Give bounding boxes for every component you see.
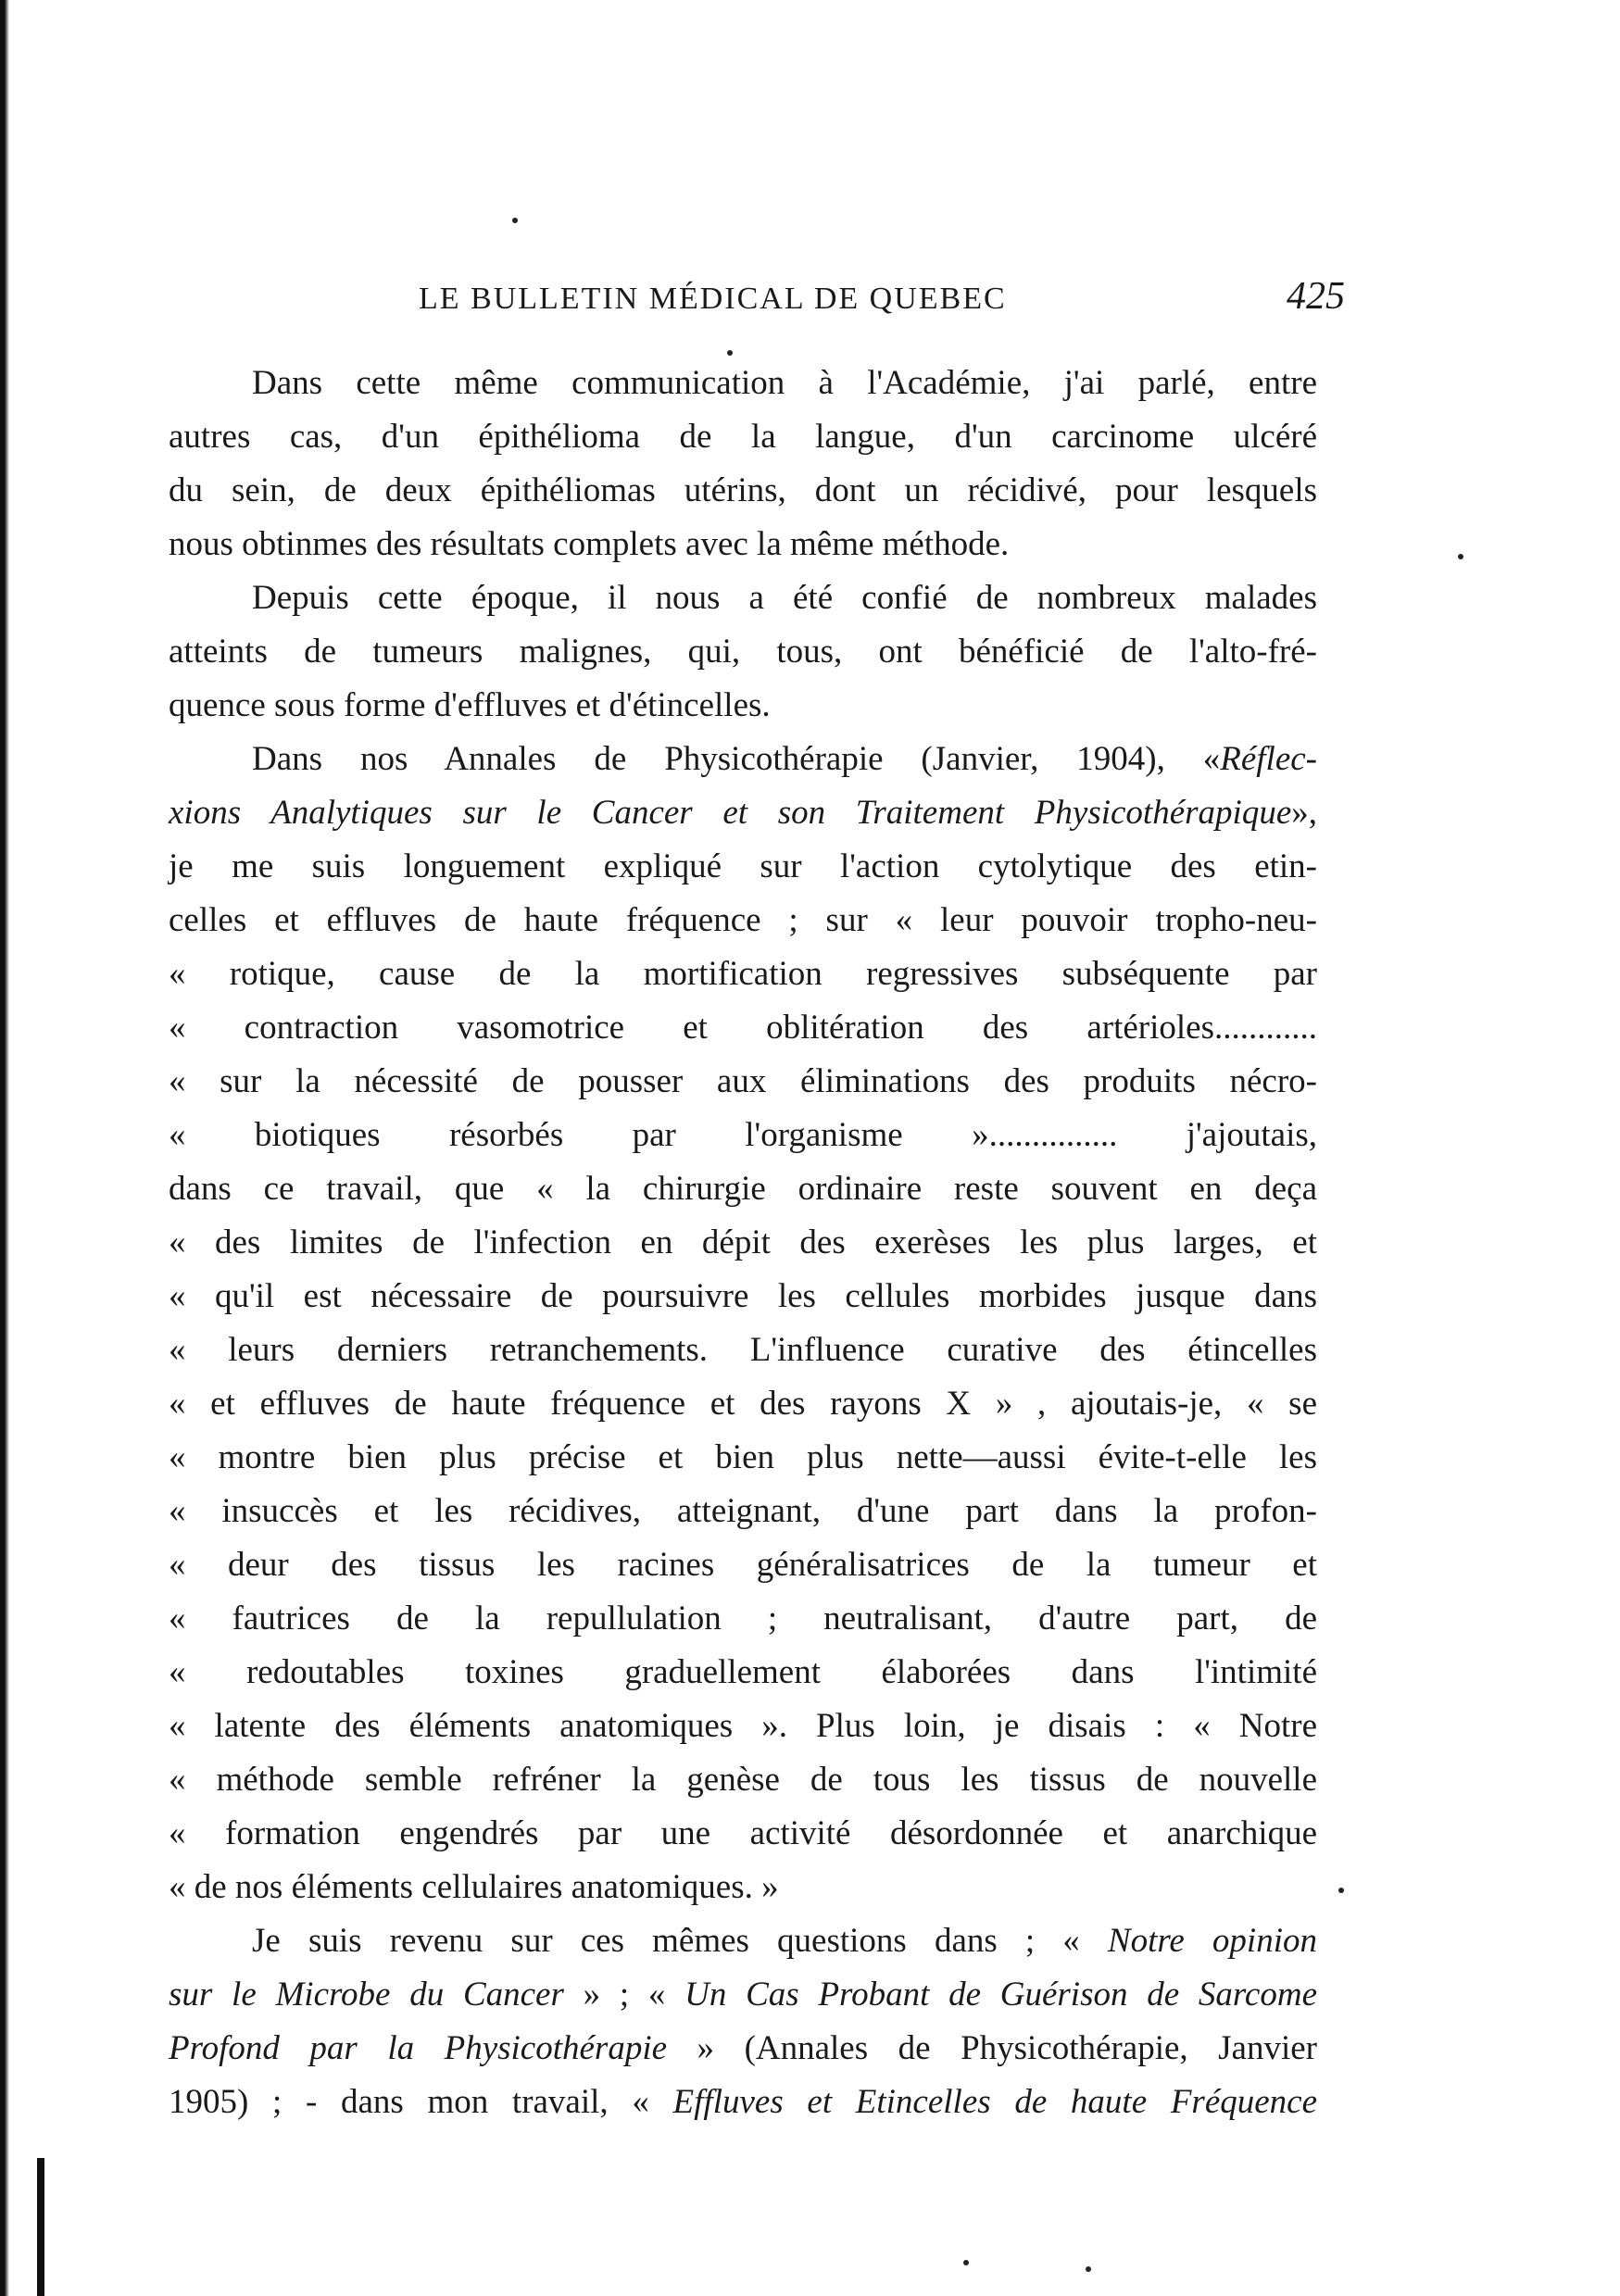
text-line: Profond par la Physicothérapie » (Annales de Physicothérapie, Janvier bbox=[169, 2029, 1317, 2067]
text-line: « qu'il est nécessaire de poursuivre les cellules morbides jusque dans bbox=[169, 1277, 1317, 1315]
ink-speck bbox=[727, 350, 733, 356]
paragraph bbox=[169, 1914, 1317, 2129]
text-line: Depuis cette époque, il nous a été confié de nombreux malades bbox=[252, 579, 1317, 617]
italic-title: Réflec- bbox=[1220, 740, 1317, 778]
ink-speck bbox=[1338, 1888, 1344, 1893]
text-line: du sein, de deux épithéliomas utérins, dont un récidivé, pour lesquels bbox=[169, 471, 1317, 509]
text-line: « des limites de l'infection en dépit des exerèses les plus larges, et bbox=[169, 1223, 1317, 1261]
text-line: « montre bien plus précise et bien plus nette—aussi évite-t-elle les bbox=[169, 1438, 1317, 1476]
text-line: dans ce travail, que « la chirurgie ordinaire reste souvent en deça bbox=[169, 1170, 1317, 1208]
text-line: Je suis revenu sur ces mêmes questions dans ; « Notre opinion bbox=[252, 1922, 1317, 1960]
text-line: « rotique, cause de la mortification regressives subséquente par bbox=[169, 955, 1317, 993]
paragraph bbox=[169, 357, 1317, 571]
italic-title: sur le Microbe du Cancer bbox=[169, 1976, 564, 2014]
text-line: « insuccès et les récidives, atteignant, d'une part dans la profon- bbox=[169, 1492, 1317, 1530]
text-line: nous obtinmes des résultats complets avec la même méthode. bbox=[169, 525, 1010, 563]
text-line: « redoutables toxines graduellement élaborées dans l'intimité bbox=[169, 1653, 1317, 1691]
page-number: 425 bbox=[1287, 275, 1345, 318]
text-line: 1905) ; - dans mon travail, « Effluves et Etincelles de haute Fréquence bbox=[169, 2083, 1318, 2121]
text-line: « formation engendrés par une activité désordonnée et anarchique bbox=[169, 1814, 1317, 1852]
text-line: « latente des éléments anatomiques ». Plus loin, je disais : « Notre bbox=[169, 1707, 1317, 1745]
text-line: « méthode semble refréner la genèse de tous les tissus de nouvelle bbox=[169, 1761, 1317, 1799]
scan-edge-mark bbox=[37, 2158, 44, 2296]
text-line: « deur des tissus les racines généralisatrices de la tumeur et bbox=[169, 1546, 1317, 1584]
text-line: atteints de tumeurs malignes, qui, tous, ont bénéficié de l'alto-fré- bbox=[169, 633, 1317, 671]
running-header bbox=[419, 274, 1345, 330]
italic-title: Notre opinion bbox=[1107, 1922, 1317, 1960]
text-line: quence sous forme d'effluves et d'étincelles. bbox=[169, 686, 771, 724]
italic-title: Profond par la Physicothérapie bbox=[169, 2029, 668, 2067]
text-line: « sur la nécessité de pousser aux éliminations des produits nécro- bbox=[169, 1062, 1317, 1100]
scan-edge-shadow bbox=[0, 0, 9, 2296]
text-line: « contraction vasomotrice et oblitération des artérioles............ bbox=[169, 1009, 1317, 1047]
ink-speck bbox=[1086, 2266, 1091, 2272]
text-line: « leurs derniers retranchements. L'influence curative des étincelles bbox=[169, 1331, 1317, 1369]
text-line: Dans cette même communication à l'Académie, j'ai parlé, entre bbox=[252, 364, 1317, 402]
italic-title: xions Analytiques sur le Cancer et son Traitement Physicothérapique bbox=[169, 794, 1292, 832]
body-text bbox=[169, 357, 1317, 2129]
text-line: je me suis longuement expliqué sur l'action cytolytique des etin- bbox=[169, 847, 1317, 885]
text-line: celles et effluves de haute fréquence ; sur « leur pouvoir tropho-neu- bbox=[169, 901, 1317, 939]
italic-title: Effluves et Etincelles de haute Fréquence bbox=[672, 2083, 1318, 2121]
text-line: Dans nos Annales de Physicothérapie (Janvier, 1904), «Réflec- bbox=[252, 740, 1317, 778]
italic-title: Un Cas Probant de Guérison de Sarcome bbox=[684, 1976, 1317, 2014]
text-line: sur le Microbe du Cancer » ; « Un Cas Probant de Guérison de Sarcome bbox=[169, 1976, 1317, 2014]
text-line: « de nos éléments cellulaires anatomiques. » bbox=[169, 1868, 779, 1906]
ink-speck bbox=[1458, 554, 1463, 559]
text-line: « biotiques résorbés par l'organisme »............... j'ajoutais, bbox=[169, 1116, 1317, 1154]
paragraph bbox=[169, 733, 1317, 1914]
text-line: « fautrices de la repullulation ; neutralisant, d'autre part, de bbox=[169, 1600, 1317, 1637]
text-line: autres cas, d'un épithélioma de la langue, d'un carcinome ulcéré bbox=[169, 418, 1317, 456]
running-title: LE BULLETIN MÉDICAL DE QUEBEC bbox=[419, 282, 1007, 316]
text-line: xions Analytiques sur le Cancer et son Traitement Physicothérapique», bbox=[169, 794, 1317, 832]
text-line: « et effluves de haute fréquence et des rayons X » , ajoutais-je, « se bbox=[169, 1385, 1317, 1423]
ink-speck bbox=[963, 2260, 969, 2265]
ink-speck bbox=[512, 218, 518, 223]
paragraph bbox=[169, 571, 1317, 733]
